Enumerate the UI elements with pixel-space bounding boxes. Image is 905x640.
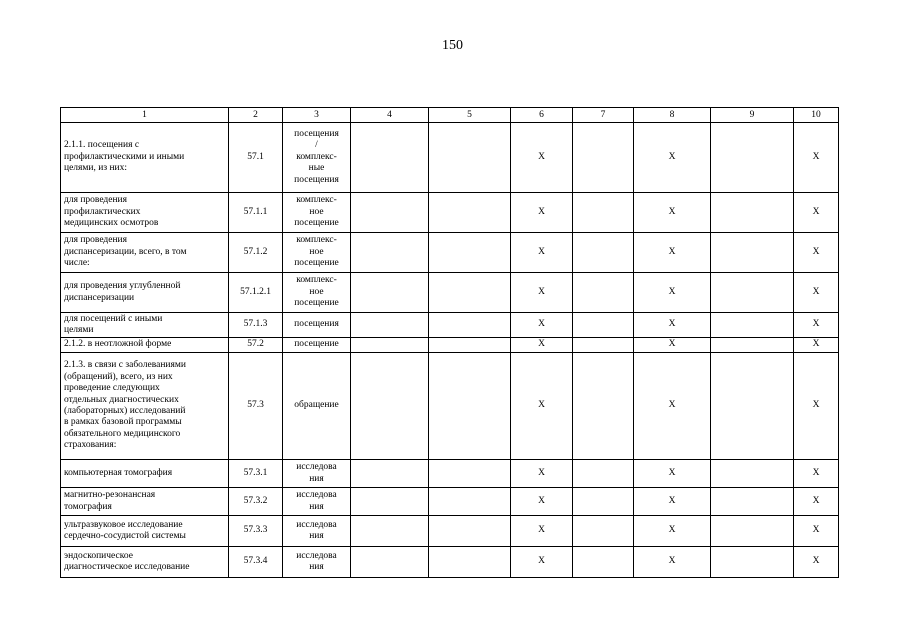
- unit-line: комплекс-: [296, 235, 337, 246]
- empty-cell: [429, 233, 511, 273]
- unit-cell: [283, 488, 351, 516]
- empty-cell: [573, 193, 634, 233]
- unit-line: ния: [309, 531, 324, 541]
- mark-cell: X: [794, 313, 839, 338]
- empty-cell: [351, 193, 429, 233]
- row-label-line: для посещений с иными: [64, 313, 163, 324]
- unit-line: посещения: [294, 128, 339, 139]
- row-label-cell: [61, 460, 229, 488]
- mark-cell: X: [634, 460, 711, 488]
- row-code-cell: 57.2: [229, 338, 283, 353]
- empty-cell: [351, 488, 429, 516]
- empty-cell: [351, 338, 429, 353]
- row-label-line: сердечно-сосудистой системы: [64, 531, 186, 541]
- row-code-cell: 57.1.1: [229, 193, 283, 233]
- row-label-line: отдельных диагностических: [64, 394, 179, 405]
- row-label-line: целями, из них:: [64, 163, 128, 174]
- row-label-line: страхования:: [64, 440, 117, 451]
- empty-cell: [711, 547, 794, 578]
- unit-line: ное: [309, 246, 324, 257]
- empty-cell: [429, 460, 511, 488]
- row-label-line: (лабораторных) исследований: [64, 406, 186, 416]
- unit-line: посещение: [294, 218, 339, 229]
- empty-cell: [573, 460, 634, 488]
- unit-line: /: [315, 140, 318, 151]
- empty-cell: [573, 547, 634, 578]
- mark-cell: X: [511, 313, 573, 338]
- unit-line: посещения: [294, 319, 339, 330]
- unit-cell: [283, 338, 351, 353]
- unit-line: посещение: [294, 298, 339, 309]
- column-header: 7: [573, 108, 634, 123]
- row-code-cell: 57.1.2.1: [229, 273, 283, 313]
- empty-cell: [711, 460, 794, 488]
- empty-cell: [573, 353, 634, 460]
- empty-cell: [711, 488, 794, 516]
- empty-cell: [573, 123, 634, 193]
- row-label-cell: [61, 338, 229, 353]
- mark-cell: X: [511, 516, 573, 547]
- row-label-line: 2.1.2. в неотложной форме: [64, 339, 172, 350]
- unit-line: ные: [308, 163, 325, 174]
- row-code-cell: 57.3: [229, 353, 283, 460]
- empty-cell: [351, 460, 429, 488]
- row-label-line: профилактических: [64, 206, 141, 217]
- mark-cell: X: [794, 338, 839, 353]
- row-label-line: эндоскопическое: [64, 550, 133, 561]
- table-row: [61, 353, 839, 460]
- mark-cell: X: [634, 488, 711, 516]
- column-header: 9: [711, 108, 794, 123]
- mark-cell: X: [511, 353, 573, 460]
- unit-line: исследова: [296, 490, 337, 501]
- row-label-cell: [61, 193, 229, 233]
- row-label-line: магнитно-резонансная: [64, 490, 156, 501]
- row-code-cell: 57.3.3: [229, 516, 283, 547]
- empty-cell: [429, 488, 511, 516]
- row-label-line: для проведения: [64, 235, 128, 246]
- mark-cell: X: [511, 488, 573, 516]
- empty-cell: [711, 313, 794, 338]
- unit-line: посещения: [294, 174, 339, 185]
- unit-cell: [283, 460, 351, 488]
- row-label-line: медицинских осмотров: [64, 218, 159, 229]
- empty-cell: [711, 123, 794, 193]
- mark-cell: X: [511, 193, 573, 233]
- row-code-cell: 57.3.2: [229, 488, 283, 516]
- mark-cell: X: [634, 338, 711, 353]
- empty-cell: [711, 273, 794, 313]
- unit-line: ния: [309, 562, 324, 572]
- data-table: [60, 107, 839, 578]
- table-row: [61, 123, 839, 193]
- row-label-cell: [61, 273, 229, 313]
- empty-cell: [429, 313, 511, 338]
- row-code-cell: 57.1.2: [229, 233, 283, 273]
- unit-line: комплекс-: [296, 151, 337, 162]
- empty-cell: [711, 353, 794, 460]
- mark-cell: X: [794, 547, 839, 578]
- empty-cell: [429, 547, 511, 578]
- page-number: 150: [442, 38, 463, 53]
- table-row: [61, 547, 839, 578]
- row-code-cell: 57.1.3: [229, 313, 283, 338]
- row-label-line: проведение следующих: [64, 383, 160, 394]
- mark-cell: X: [634, 547, 711, 578]
- column-header: 5: [429, 108, 511, 123]
- row-label-line: диспансеризации, всего, в том: [64, 246, 187, 257]
- row-label-cell: [61, 353, 229, 460]
- table-row: [61, 313, 839, 338]
- unit-cell: [283, 516, 351, 547]
- row-label-cell: [61, 123, 229, 193]
- row-label-cell: [61, 516, 229, 547]
- row-label-line: томография: [64, 501, 112, 512]
- row-label-line: в рамках базовой программы: [64, 417, 182, 428]
- mark-cell: X: [634, 353, 711, 460]
- unit-line: исследова: [296, 519, 337, 530]
- empty-cell: [429, 516, 511, 547]
- table-row: [61, 233, 839, 273]
- mark-cell: X: [511, 233, 573, 273]
- mark-cell: X: [634, 273, 711, 313]
- empty-cell: [711, 193, 794, 233]
- unit-line: ное: [309, 206, 324, 217]
- empty-cell: [573, 516, 634, 547]
- mark-cell: X: [634, 123, 711, 193]
- unit-cell: [283, 273, 351, 313]
- empty-cell: [711, 338, 794, 353]
- unit-cell: [283, 547, 351, 578]
- row-label-line: (обращений), всего, из них: [64, 371, 173, 382]
- row-label-line: диагностическое исследование: [64, 562, 190, 572]
- column-header: 8: [634, 108, 711, 123]
- unit-cell: [283, 353, 351, 460]
- unit-line: исследова: [296, 550, 337, 561]
- mark-cell: X: [511, 547, 573, 578]
- empty-cell: [351, 273, 429, 313]
- unit-cell: [283, 313, 351, 338]
- row-label-line: 2.1.1. посещения с: [64, 140, 140, 151]
- row-code-cell: 57.3.1: [229, 460, 283, 488]
- row-label-cell: [61, 233, 229, 273]
- empty-cell: [429, 193, 511, 233]
- header-row: [61, 108, 839, 123]
- empty-cell: [429, 353, 511, 460]
- table-row: [61, 488, 839, 516]
- table-row: [61, 460, 839, 488]
- mark-cell: X: [794, 273, 839, 313]
- unit-line: комплекс-: [296, 275, 337, 286]
- empty-cell: [711, 233, 794, 273]
- empty-cell: [573, 488, 634, 516]
- unit-line: посещение: [294, 258, 339, 269]
- empty-cell: [711, 516, 794, 547]
- unit-line: ния: [309, 501, 324, 512]
- table-row: [61, 338, 839, 353]
- empty-cell: [429, 273, 511, 313]
- row-label-line: ультразвуковое исследование: [64, 519, 183, 530]
- row-label-line: компьютерная томография: [64, 467, 173, 478]
- mark-cell: X: [634, 516, 711, 547]
- unit-line: посещение: [294, 339, 339, 350]
- mark-cell: X: [794, 353, 839, 460]
- empty-cell: [351, 313, 429, 338]
- mark-cell: X: [794, 233, 839, 273]
- empty-cell: [573, 313, 634, 338]
- empty-cell: [573, 273, 634, 313]
- row-label-line: профилактическими и иными: [64, 151, 185, 162]
- empty-cell: [351, 123, 429, 193]
- row-label-line: 2.1.3. в связи с заболеваниями: [64, 360, 186, 371]
- mark-cell: X: [794, 516, 839, 547]
- mark-cell: X: [794, 460, 839, 488]
- mark-cell: X: [794, 488, 839, 516]
- empty-cell: [351, 547, 429, 578]
- empty-cell: [351, 353, 429, 460]
- unit-cell: [283, 233, 351, 273]
- mark-cell: X: [794, 123, 839, 193]
- row-label-cell: [61, 488, 229, 516]
- column-header: 6: [511, 108, 573, 123]
- mark-cell: X: [511, 123, 573, 193]
- mark-cell: X: [634, 313, 711, 338]
- row-label-line: для проведения углубленной: [64, 281, 181, 292]
- table-row: [61, 273, 839, 313]
- row-label-line: для проведения: [64, 195, 128, 206]
- empty-cell: [429, 338, 511, 353]
- mark-cell: X: [511, 273, 573, 313]
- row-label-cell: [61, 547, 229, 578]
- column-header: 10: [794, 108, 839, 123]
- table-row: [61, 516, 839, 547]
- unit-cell: [283, 193, 351, 233]
- row-code-cell: 57.3.4: [229, 547, 283, 578]
- row-label-line: обязательного медицинского: [64, 428, 181, 439]
- empty-cell: [429, 123, 511, 193]
- column-header: 2: [229, 108, 283, 123]
- unit-line: комплекс-: [296, 195, 337, 206]
- table-row: [61, 193, 839, 233]
- row-label-line: числе:: [64, 258, 90, 269]
- unit-line: обращение: [294, 400, 339, 411]
- column-header: 1: [61, 108, 229, 123]
- unit-line: ное: [309, 286, 324, 297]
- unit-line: исследова: [296, 462, 337, 473]
- column-header: 4: [351, 108, 429, 123]
- empty-cell: [573, 233, 634, 273]
- mark-cell: X: [634, 193, 711, 233]
- empty-cell: [351, 516, 429, 547]
- mark-cell: X: [794, 193, 839, 233]
- row-label-line: диспансеризации: [64, 292, 135, 303]
- mark-cell: X: [511, 338, 573, 353]
- row-code-cell: 57.1: [229, 123, 283, 193]
- unit-cell: [283, 123, 351, 193]
- empty-cell: [351, 233, 429, 273]
- column-header: 3: [283, 108, 351, 123]
- empty-cell: [573, 338, 634, 353]
- mark-cell: X: [634, 233, 711, 273]
- row-label-cell: [61, 313, 229, 338]
- row-label-line: целями: [64, 325, 94, 335]
- unit-line: ния: [309, 473, 324, 484]
- mark-cell: X: [511, 460, 573, 488]
